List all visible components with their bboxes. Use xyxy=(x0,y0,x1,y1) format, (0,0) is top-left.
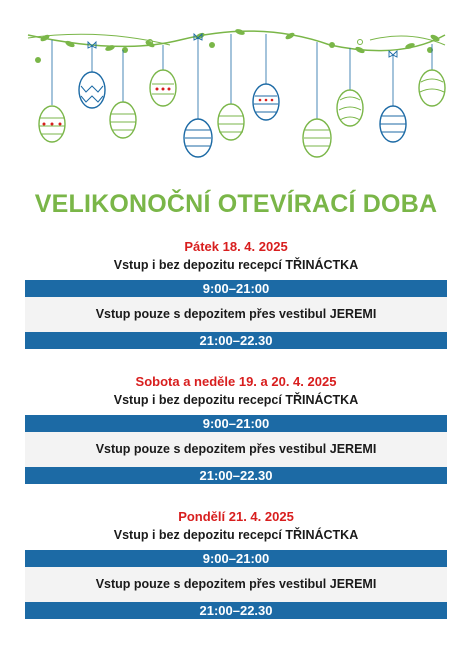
time-bar-day: 9:00–21:00 xyxy=(25,280,447,297)
time-bar-day: 9:00–21:00 xyxy=(25,550,447,567)
entry-with-deposit-label: Vstup pouze s depozitem přes vestibul JEREMI xyxy=(25,432,447,467)
time-bar-evening: 21:00–22.30 xyxy=(25,602,447,619)
time-bar-evening: 21:00–22.30 xyxy=(25,332,447,349)
time-bar-evening: 21:00–22.30 xyxy=(25,467,447,484)
opening-section-weekend xyxy=(25,373,447,484)
entry-without-deposit-label: Vstup i bez depozitu recepcí TŘINÁCTKA xyxy=(113,528,359,542)
page-title: VELIKONOČNÍ OTEVÍRACÍ DOBA xyxy=(34,190,438,218)
entry-with-deposit-label: Vstup pouze s depozitem přes vestibul JEREMI xyxy=(25,297,447,332)
entry-without-deposit-label: Vstup i bez depozitu recepcí TŘINÁCTKA xyxy=(113,258,359,272)
section-day: Sobota a neděle 19. a 20. 4. 2025 xyxy=(135,374,337,389)
section-day: Pátek 18. 4. 2025 xyxy=(184,239,288,254)
opening-section-friday xyxy=(25,238,447,349)
entry-without-deposit-label: Vstup i bez depozitu recepcí TŘINÁCTKA xyxy=(113,393,359,407)
section-day: Pondělí 21. 4. 2025 xyxy=(178,509,294,524)
opening-section-monday xyxy=(25,508,447,619)
entry-with-deposit-label: Vstup pouze s depozitem přes vestibul JEREMI xyxy=(25,567,447,602)
easter-eggs-garland-decoration xyxy=(0,0,472,170)
time-bar-day: 9:00–21:00 xyxy=(25,415,447,432)
